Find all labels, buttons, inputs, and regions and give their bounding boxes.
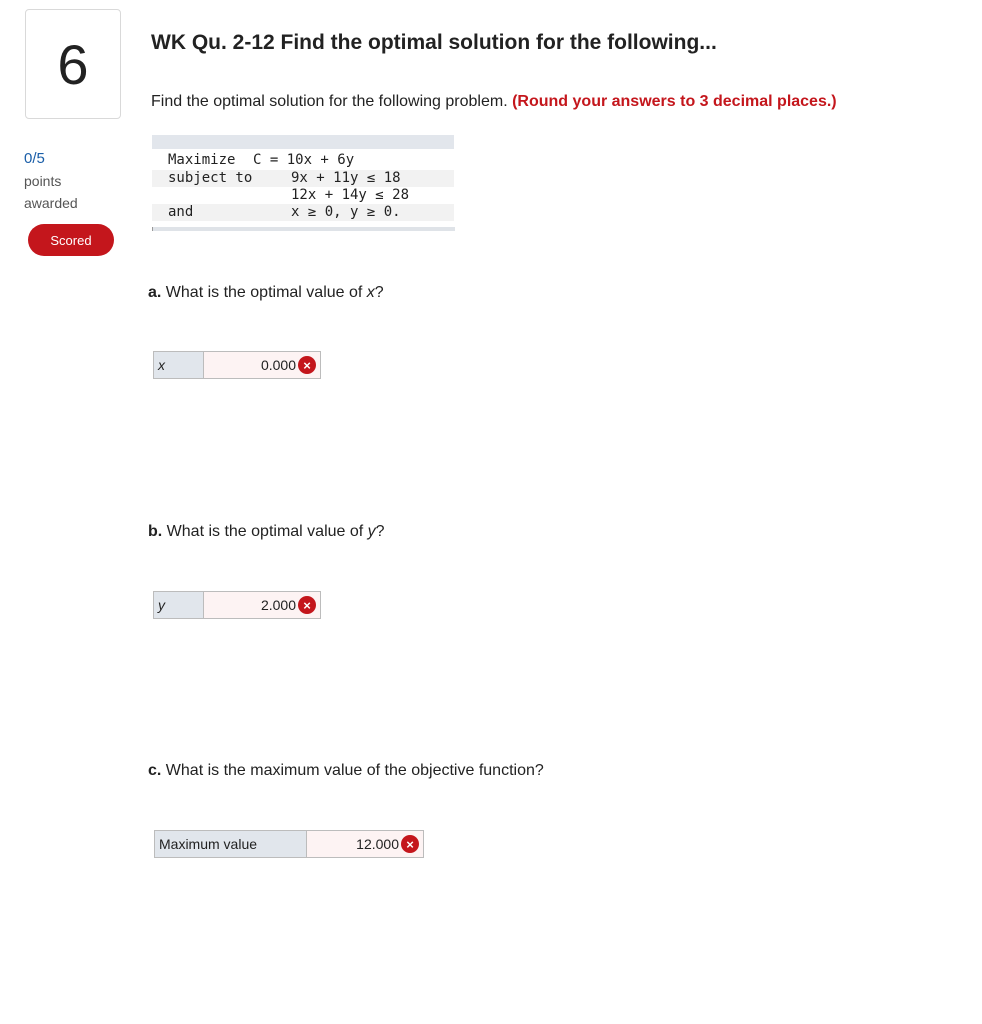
nonnegativity-constraint: x ≥ 0, y ≥ 0. [291, 204, 401, 220]
rounding-note: (Round your answers to 3 decimal places.) [512, 93, 837, 110]
constraint-2: 12x + 14y ≤ 28 [291, 187, 410, 203]
points-label: points awarded [24, 173, 78, 211]
answer-row-x [153, 351, 321, 379]
incorrect-icon: × [298, 356, 316, 374]
part-b-var: y [367, 523, 376, 540]
part-a-letter: a. [148, 284, 162, 301]
part-a-text: What is the optimal value of [165, 284, 363, 301]
part-c-question [148, 762, 544, 780]
part-a-end: ? [374, 284, 384, 301]
answer-row-y [153, 591, 321, 619]
incorrect-icon: × [298, 596, 316, 614]
constraint-1: 9x + 11y ≤ 18 [291, 170, 401, 186]
incorrect-icon: × [401, 835, 419, 853]
answer-label-max: Maximum value [155, 831, 307, 857]
part-c-text: What is the maximum value of the objective function? [165, 762, 544, 779]
question-title: WK Qu. 2-12 Find the optimal solution for the following... [151, 31, 717, 54]
table-header-bar [152, 135, 454, 149]
answer-value-y: 2.000 [260, 597, 296, 613]
answer-row-max [154, 830, 424, 858]
answer-input-max[interactable] [307, 831, 423, 857]
answer-label-y: y [154, 592, 204, 618]
part-c-letter: c. [148, 762, 162, 779]
objective-function: C = 10x + 6y [253, 152, 355, 168]
answer-label-x: x [154, 352, 204, 378]
question-number: 6 [25, 9, 121, 119]
maximize-label: Maximize [168, 152, 236, 168]
prompt-text: Find the optimal solution for the following problem. [151, 93, 508, 110]
answer-value-max: 12.000 [356, 836, 399, 852]
answer-input-y[interactable] [204, 592, 320, 618]
answer-value-x: 0.000 [260, 357, 296, 373]
points-value: 0/5 [24, 150, 45, 167]
and-label: and [168, 204, 194, 220]
part-a-question [148, 284, 384, 302]
subject-to-label: subject to [168, 170, 253, 186]
lp-problem-table [152, 135, 454, 235]
table-footer-bar [152, 227, 455, 231]
part-b-end: ? [375, 523, 385, 540]
scored-badge: Scored [28, 224, 114, 256]
answer-input-x[interactable] [204, 352, 320, 378]
part-b-text: What is the optimal value of [166, 523, 364, 540]
part-b-letter: b. [148, 523, 163, 540]
part-a-var: x [366, 284, 375, 301]
question-prompt [151, 93, 837, 111]
part-b-question [148, 523, 385, 541]
